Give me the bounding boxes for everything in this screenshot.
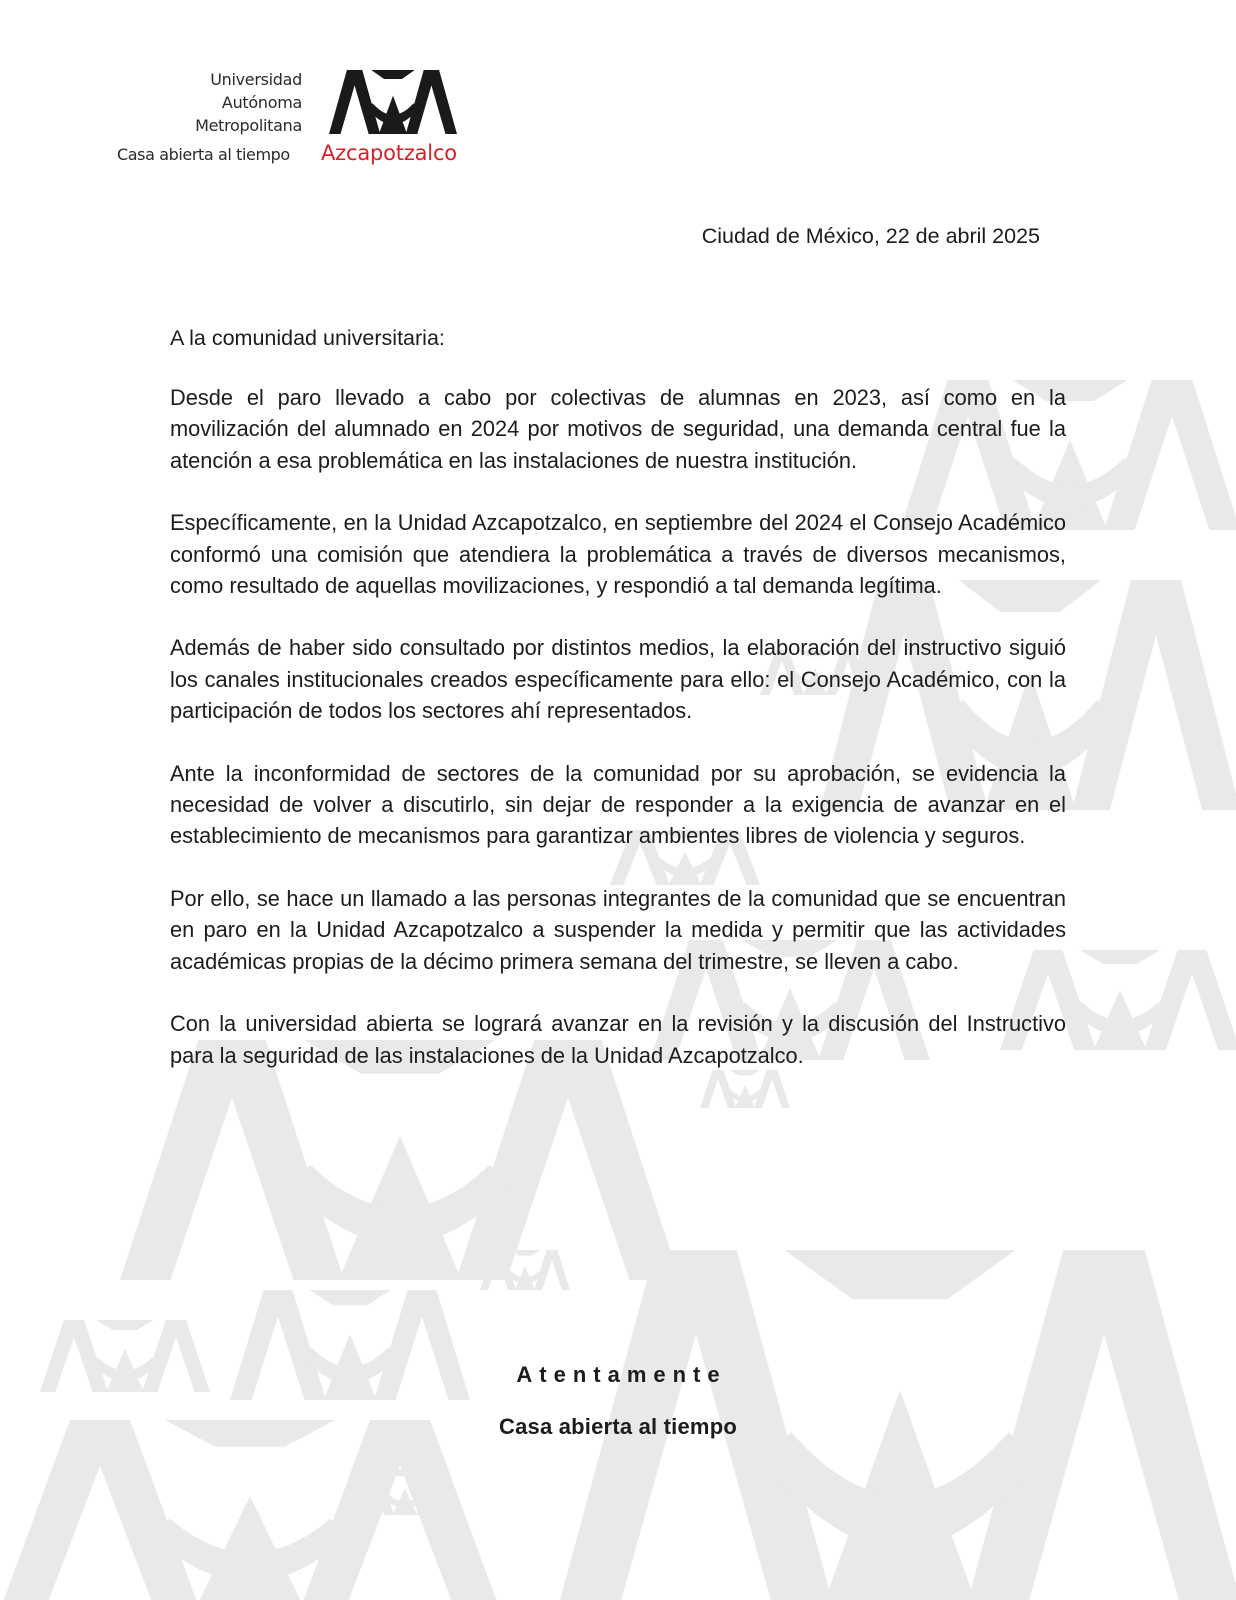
uam-logo-icon xyxy=(320,70,466,134)
institution-name-line3: Metropolitana xyxy=(195,116,302,135)
institution-logo-block xyxy=(110,66,480,176)
institution-unit: Azcapotzalco xyxy=(321,141,457,165)
letter-paragraph: Desde el paro llevado a cabo por colectivas de alumnas en 2023, así como en la movilización del alumnado en 2024 por motivos de seguridad, una demanda central fue la atención a esa problemática en las instalaciones de nuestra institución. xyxy=(170,385,1066,473)
letter-date: Ciudad de México, 22 de abril 2025 xyxy=(701,224,1040,248)
institution-name-line2: Autónoma xyxy=(221,93,302,112)
letter-paragraph: Además de haber sido consultado por distintos medios, la elaboración del instructivo siguió los canales institucionales creados específicamente para ello: el Consejo Académico, con la participación de todos los sectores ahí representados. xyxy=(170,635,1066,724)
letter-paragraph: Ante la inconformidad de sectores de la comunidad por su aprobación, se evidencia la necesidad de volver a discutirlo, sin dejar de responder a la exigencia de avanzar en el establecimiento de mecanismos para garantizar ambientes libres de violencia y seguros. xyxy=(170,760,1066,849)
letter-paragraph: Específicamente, en la Unidad Azcapotzalco, en septiembre del 2024 el Consejo Académico conformó una comisión que atendiera la problemática a través de diversos mecanismos, como resultado de aquellas movilizaciones, y respondió a tal demanda legítima. xyxy=(170,510,1066,599)
letter-paragraph: Con la universidad abierta se logrará avanzar en la revisión y la discusión del Instructivo para la seguridad de las instalaciones de la Unidad Azcapotzalco. xyxy=(170,1011,1066,1068)
letter-paragraph: Por ello, se hace un llamado a las personas integrantes de la comunidad que se encuentran en paro en la Unidad Azcapotzalco a suspender la medida y permitir que las actividades académicas propias de la décimo primera semana del trimestre, se lleven a cabo. xyxy=(170,885,1066,974)
letter-body xyxy=(170,382,1066,1102)
letter-closing: Atentamente xyxy=(516,1362,727,1387)
institution-name-line1: Universidad xyxy=(210,70,302,89)
letter-greeting: A la comunidad universitaria: xyxy=(170,326,445,350)
institution-motto: Casa abierta al tiempo xyxy=(117,145,290,164)
letter-signature: Casa abierta al tiempo xyxy=(499,1414,737,1439)
